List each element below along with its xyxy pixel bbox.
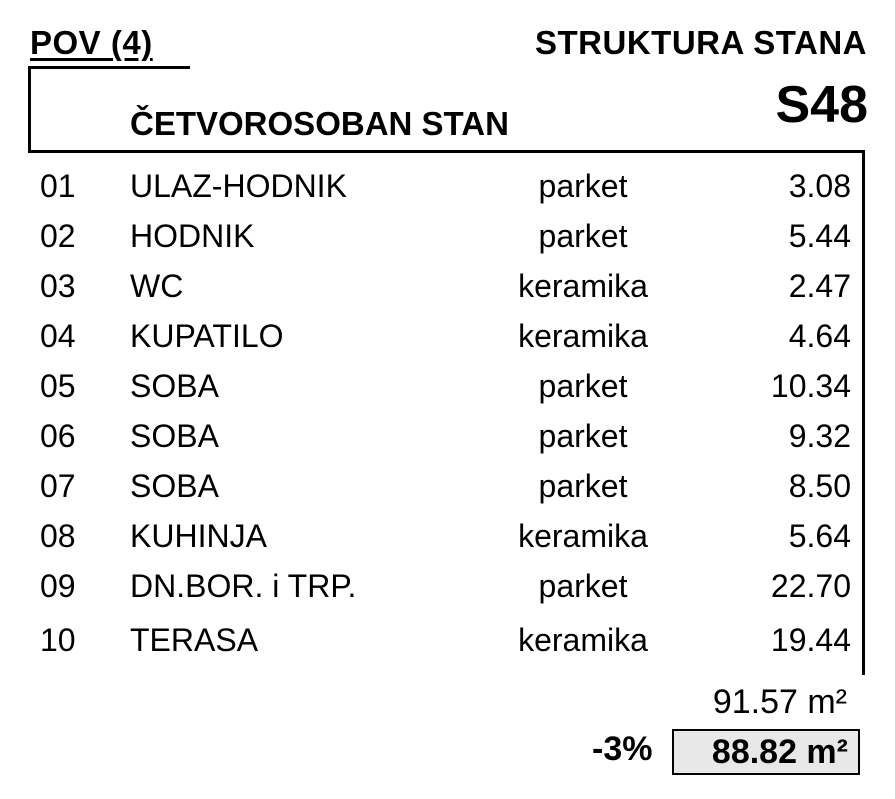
header-rule-left — [28, 66, 31, 152]
room-area: 9.32 — [788, 418, 851, 454]
room-area: 19.44 — [770, 622, 851, 658]
room-area: 3.08 — [788, 168, 851, 204]
room-flooring: keramika — [518, 268, 648, 304]
total-area: 91.57 m² — [712, 683, 847, 721]
room-area: 22.70 — [770, 568, 851, 604]
table-row — [0, 216, 895, 264]
room-flooring: parket — [538, 368, 628, 404]
room-number: 07 — [40, 468, 76, 504]
table-row — [0, 416, 895, 464]
room-flooring: parket — [538, 168, 628, 204]
table-row — [0, 366, 895, 414]
room-name: DN.BOR. i TRP. — [130, 568, 357, 604]
room-area: 5.64 — [788, 518, 851, 554]
table-row — [0, 566, 895, 614]
net-area-box — [672, 729, 860, 775]
table-row — [0, 266, 895, 314]
room-number: 01 — [40, 168, 76, 204]
net-area: 88.82 m² — [711, 733, 848, 771]
room-name: TERASA — [130, 622, 259, 658]
room-number: 09 — [40, 568, 76, 604]
room-flooring: keramika — [518, 318, 648, 354]
room-flooring: keramika — [518, 518, 648, 554]
room-flooring: parket — [538, 468, 628, 504]
room-area: 5.44 — [788, 218, 851, 254]
unit-code: S48 — [775, 76, 868, 134]
room-number: 08 — [40, 518, 76, 554]
room-name: SOBA — [130, 418, 219, 454]
room-area: 4.64 — [788, 318, 851, 354]
room-number: 10 — [40, 622, 76, 658]
apartment-type: ČETVOROSOBAN STAN — [130, 105, 509, 142]
table-row — [0, 166, 895, 214]
room-number: 03 — [40, 268, 76, 304]
reduction-percent: -3% — [592, 730, 653, 768]
room-number: 05 — [40, 368, 76, 404]
room-flooring: keramika — [518, 622, 648, 658]
floor-level-label: POV (4) — [30, 24, 153, 61]
structure-title: STRUKTURA STANA — [535, 24, 867, 61]
room-flooring: parket — [538, 218, 628, 254]
room-name: HODNIK — [130, 218, 255, 254]
room-name: KUPATILO — [130, 318, 284, 354]
room-flooring: parket — [538, 568, 628, 604]
room-name: KUHINJA — [130, 518, 267, 554]
room-area: 8.50 — [788, 468, 851, 504]
room-name: SOBA — [130, 468, 219, 504]
room-flooring: parket — [538, 418, 628, 454]
header-rule-top — [28, 66, 190, 69]
room-number: 02 — [40, 218, 76, 254]
table-row — [0, 620, 895, 668]
table-row — [0, 516, 895, 564]
table-row — [0, 316, 895, 364]
room-name: SOBA — [130, 368, 219, 404]
header-rule-bottom — [28, 150, 864, 153]
room-number: 04 — [40, 318, 76, 354]
table-row — [0, 466, 895, 514]
room-area: 10.34 — [770, 368, 851, 404]
room-name: ULAZ-HODNIK — [130, 168, 347, 204]
room-area: 2.47 — [788, 268, 851, 304]
room-number: 06 — [40, 418, 76, 454]
room-name: WC — [130, 268, 184, 304]
